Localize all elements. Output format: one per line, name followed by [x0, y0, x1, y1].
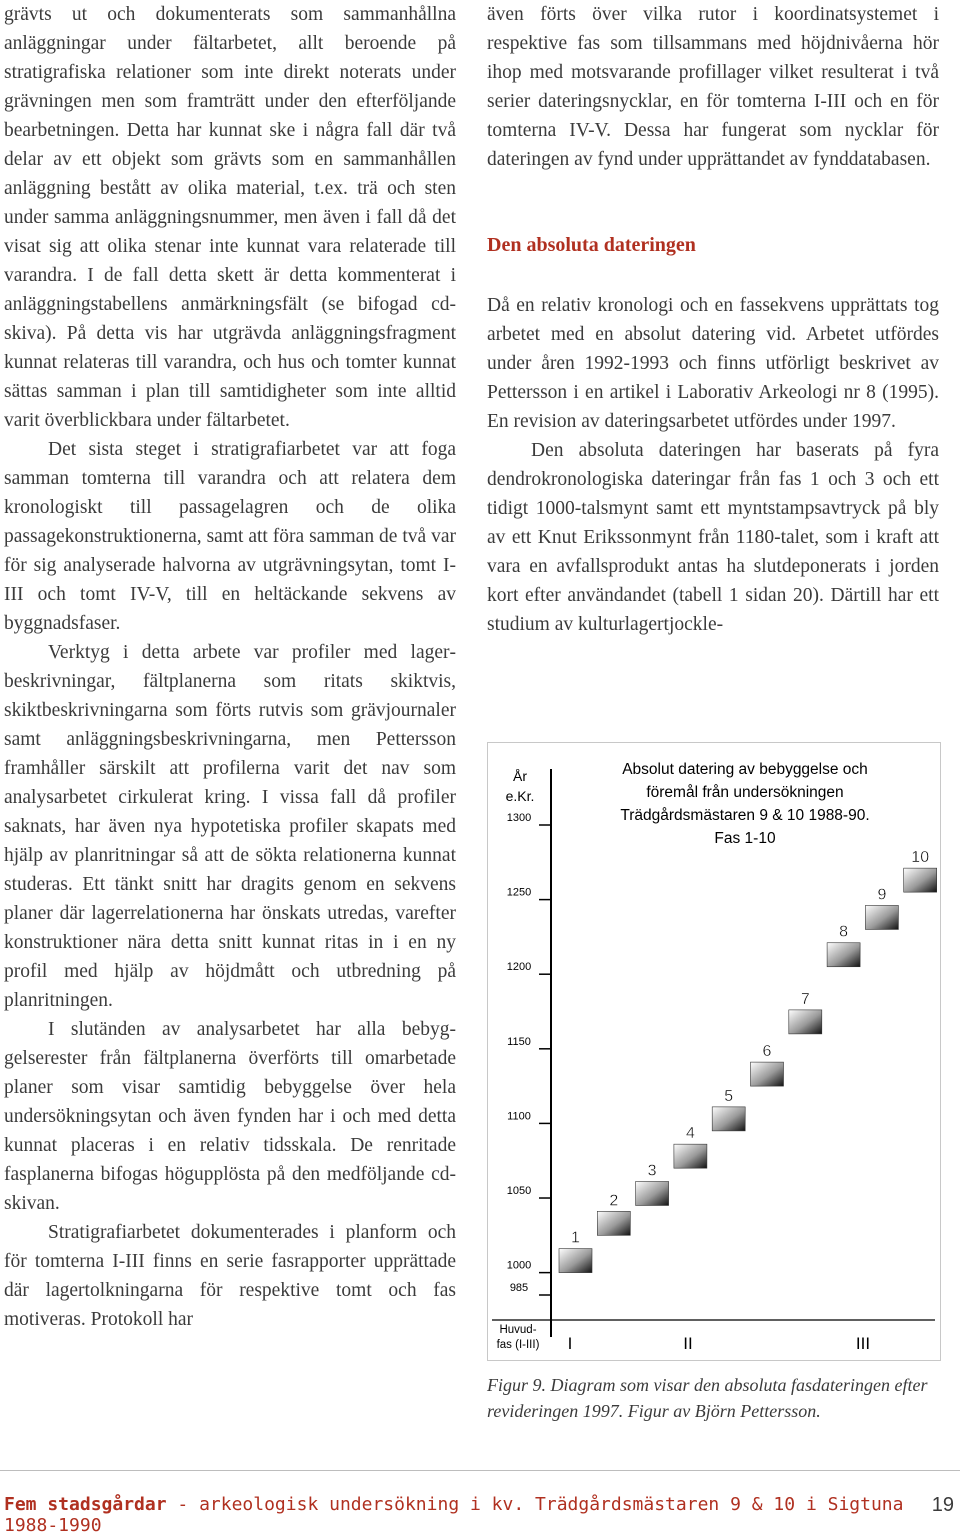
- section-heading: Den absoluta dateringen: [487, 234, 696, 256]
- chart-title-line: Fas 1-10: [714, 830, 776, 847]
- paragraph: Den absoluta dateringen har baserats på fyra dendrokronologiska dateringar från fas 1 och 3 och ett tidigt 1000-talsmynt samt ett myntstampsavtryck på bly av ett Knut Erikssonmynt från 1180-talet, som i kraft att vara en avfallsprodukt antas ha slutdeponerats i jorden kort efter användandet (tabell 1 sidan 20). Därtill har ett studium av kulturlagertjockle-: [487, 440, 939, 635]
- phase-bar: [904, 868, 937, 892]
- phase-label: 2: [609, 1192, 619, 1210]
- phase-bar: [865, 905, 898, 929]
- phase-bar: [827, 943, 860, 967]
- dating-chart-figure: [487, 742, 941, 1361]
- paragraph: Stratigrafiarbetet dokumenterades i planform och för tomterna I-III finns en serie fasrapporter upprättade där lagertolkningarna för respektive tomt och fas motiveras. Protokoll har: [4, 1222, 456, 1330]
- paragraph: Det sista steget i stratigrafiarbetet var att foga samman tomterna till varandra och att relatera dem kronologiskt till passagelagren och de olika passagekonstruktionerna, samt att föra samman de två var för sig analyserade halvorna av utgrävningsytan, tomt I-III och tomt IV-V, till en heltäckande sekvens av byggnadsfaser.: [4, 439, 456, 634]
- phase-bar: [597, 1211, 630, 1235]
- paragraph: Då en relativ kronologi och en fassekvens upprättats tog arbetet med en absolut datering vid. Arbetet utfördes under åren 1992-1993 och finns utförligt beskrivet av Pettersson i en artikel i Laborativ Arkeologi nr 8 (1995). En revision av dateringsarbetet utfördes under 1997.: [487, 295, 939, 432]
- paragraph: I slutänden av analysarbetet har alla bebyggelserester från fältplanerna överförts till omarbetade planer som visar samtidig bebyggelse över hela undersökningsytan och även fynden har i och med detta kunnat placeras i en relativ tidsskala. De renritade fasplanerna bifogas högupplösta på den medföljande cd-skivan.: [4, 1019, 456, 1214]
- y-tick-label: 1200: [506, 961, 532, 974]
- y-tick-label: 1250: [506, 886, 532, 899]
- left-text-column: [4, 0, 456, 1334]
- chart-title-line: Trädgårdsmästaren 9 & 10 1988-90.: [620, 807, 870, 824]
- x-axis-label: fas (I-III): [496, 1339, 540, 1351]
- y-tick-label: 1150: [507, 1035, 531, 1048]
- phase-bar: [712, 1107, 745, 1131]
- phase-bar: [789, 1010, 822, 1034]
- y-tick-label: 1300: [506, 812, 532, 824]
- footer-title-rest: - arkeologisk undersökning i kv. Trädgårdsmästaren 9 & 10 i Sigtuna 1988-1990: [4, 1494, 904, 1536]
- phase-label: 9: [877, 886, 887, 904]
- huvudfas-label: III: [855, 1334, 871, 1353]
- x-axis-label: Huvud-: [499, 1324, 537, 1336]
- dating-chart: [488, 743, 940, 1360]
- y-tick-label: 1050: [506, 1185, 532, 1198]
- y-tick-label: 1000: [506, 1259, 532, 1272]
- phase-label: 7: [800, 990, 810, 1008]
- huvudfas-label: I: [567, 1334, 573, 1353]
- phase-bar: [636, 1181, 669, 1205]
- phase-label: 10: [911, 849, 930, 867]
- phase-label: 5: [724, 1087, 734, 1105]
- right-text-column: [487, 0, 939, 639]
- phase-label: 6: [762, 1043, 772, 1061]
- phase-bar: [674, 1144, 707, 1168]
- footer-title-bold: Fem stadsgårdar: [4, 1494, 167, 1515]
- y-axis-label: År: [513, 768, 527, 784]
- paragraph: grävts ut och dokumenterats som sammanhållna anläggningar under fältarbetet, allt beroende på stratigrafiska relationer som inte direkt noterats under grävningen men som framträtt under den efterföljande bearbetningen. Detta har kunnat ske i några fall där två delar av ett objekt som grävts som en sammanhållen anläggning bestått av olika material, t.ex. trä och sten under samma anläggningsnummer, men även i fall då det visat sig att olika stenar inte kunnat vara relaterade till varandra. I de fall detta skett är detta kommenterat i anläggningstabellens anmärkningsfält (se bifogad cd-skiva). På detta vis har utgrävda anläggningsfragment kunnat relateras till varandra, och hus och tomter kunnat sättas samman i plan till samtidigheter som inte alltid varit överblickbara under fältarbetet.: [4, 4, 456, 431]
- paragraph: även förts över vilka rutor i koordinatsystemet i respektive fas som tillsammans med höjdnivåerna hör ihop med motsvarande profillager vilket resulterat i två serier dateringsnycklar, en för tomterna I-III och en för tomterna IV-V. Dessa har fungerat som nycklar för dateringen av fynd under upprättandet av fynddatabasen.: [487, 4, 939, 170]
- chart-title-line: Absolut datering av bebyggelse och: [622, 761, 868, 778]
- phase-bar: [751, 1062, 784, 1086]
- y-tick-label: 1100: [507, 1110, 531, 1123]
- chart-title-line: föremål från undersökningen: [646, 784, 844, 801]
- huvudfas-label: II: [683, 1334, 693, 1353]
- phase-label: 8: [839, 923, 849, 941]
- figure-caption: Figur 9. Diagram som visar den absoluta fasdateringen efter revideringen 1997. Figur av Björn Pettersson.: [487, 1375, 928, 1421]
- page-number: 19: [931, 1494, 954, 1516]
- footer-divider: [0, 1470, 960, 1471]
- y-tick-label: 985: [509, 1282, 529, 1294]
- phase-label: 4: [685, 1125, 695, 1143]
- phase-label: 1: [571, 1229, 580, 1247]
- y-axis-label: e.Kr.: [505, 788, 535, 804]
- phase-label: 3: [647, 1162, 657, 1180]
- paragraph: Verktyg i detta arbete var profiler med lagerbeskrivningar, fältplanerna som ritats skiktvis, skiktbeskrivningarna som förts rutvis som grävjournaler samt anläggningsbeskrivningarna, men Pettersson framhåller särskilt att profilerna varit det nav som analysarbetet cirkulerat kring. I vissa fall då profiler saknats, har även nya hypotetiska profiler skapats med hjälp av planritningar så att de sökta relationerna kunnat studeras. Ett tänkt snitt har dragits genom en sekvens planer där lagerrelationerna har önskats utredas, varefter konstruktioner nära detta snitt kunnat ritas in i en ny profil med hjälp av höjdmått och utbredning på planritningen.: [4, 642, 456, 1011]
- phase-bar: [559, 1249, 592, 1273]
- running-footer: [4, 1494, 904, 1536]
